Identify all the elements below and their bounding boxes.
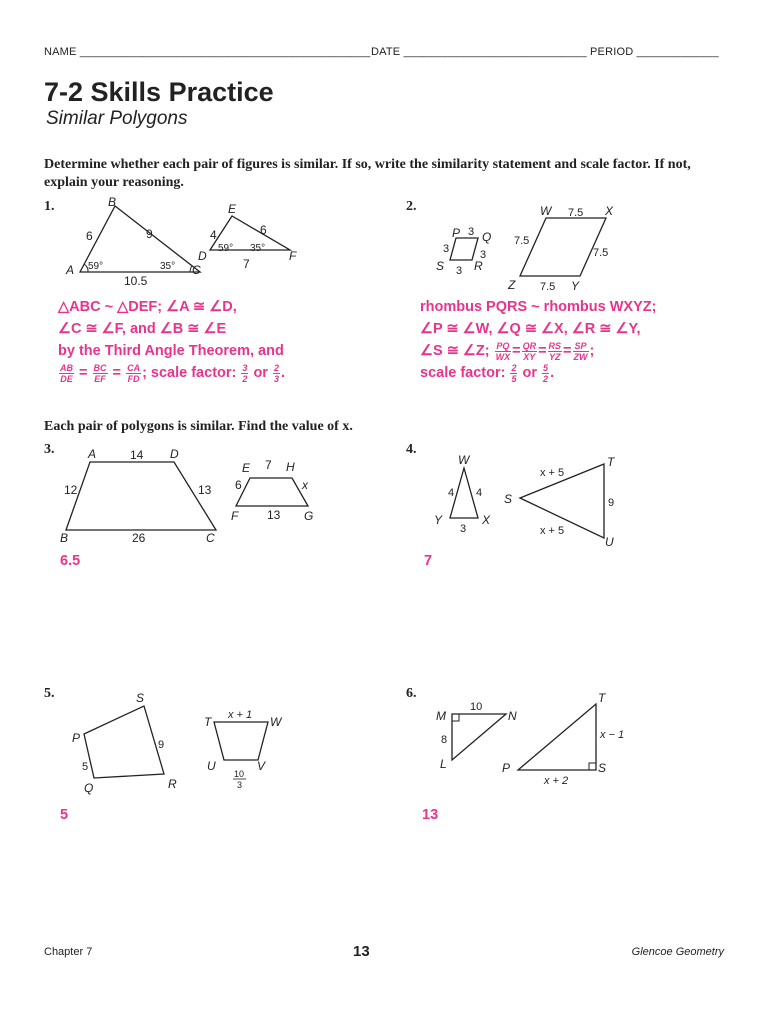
label-c: C xyxy=(206,531,215,545)
label-w: W xyxy=(458,453,470,467)
scale-factor-3-2: $\frac{3}{2}$ xyxy=(242,362,248,384)
instructions-find-x: Each pair of polygons is similar. Find the value of x. xyxy=(44,419,353,434)
problem-4-answer: 7 xyxy=(424,553,433,569)
side-zy: 7.5 xyxy=(540,281,556,293)
trapezoid-efgh xyxy=(236,478,308,506)
side-pq: 5 xyxy=(82,761,89,773)
label-n: N xyxy=(508,709,517,723)
label-d: D xyxy=(170,447,179,461)
fraction-bc-ef: $\frac{BC}{EF}$ xyxy=(93,362,107,384)
problem-1-number: 1. xyxy=(44,199,55,214)
side-ml: 8 xyxy=(441,734,448,746)
side-wx: 4 xyxy=(476,487,483,499)
p1-answer-line4: $\frac{AB}{DE}$ = $\frac{BC}{EF}$ = $\frac{CA}{FD}$ ; scale factor: $\frac{3}{2}$ or $\frac{2}{3}$ . xyxy=(60,362,286,384)
side-xy: 7.5 xyxy=(593,247,609,259)
quadrilateral-tuvw xyxy=(214,722,268,760)
date-field xyxy=(371,46,587,58)
side-ab: 6 xyxy=(86,229,93,243)
scale-factor-5-2: $\frac{5}{2}$ xyxy=(543,362,549,384)
side-tw: x + 1 xyxy=(228,709,253,721)
problem-3-answer: 6.5 xyxy=(60,553,81,569)
problem-4-number: 4. xyxy=(406,442,417,457)
label-u: U xyxy=(207,759,216,773)
label-p: P xyxy=(452,226,461,240)
p2-answer-line1: rhombus PQRS ~ rhombus WXYZ; xyxy=(420,299,657,315)
side-ab: 12 xyxy=(64,483,78,497)
side-wy: 4 xyxy=(448,487,455,499)
problem-2-number: 2. xyxy=(406,199,417,214)
side-ps: x + 2 xyxy=(544,775,569,787)
side-wz: 7.5 xyxy=(514,235,530,247)
side-uv-numerator: 10 xyxy=(234,769,245,779)
side-eh: 7 xyxy=(265,458,272,472)
label-h: H xyxy=(286,460,295,474)
label-e: E xyxy=(228,202,237,216)
instructions-similarity: Determine whether each pair of figures is similar. If so, write the similarity statement and scale factor. If not, explain your reasoning. xyxy=(44,157,691,190)
p2-answer-line2: ∠P ≅ ∠W, ∠Q ≅ ∠X, ∠R ≅ ∠Y, xyxy=(420,321,641,337)
problem-2-figure xyxy=(430,200,630,294)
triangle-wyx xyxy=(450,468,478,518)
side-sp: 3 xyxy=(443,243,450,255)
label-b: B xyxy=(60,531,69,545)
side-qr: 3 xyxy=(480,249,487,261)
p1-answer-line3: by the Third Angle Theorem, and xyxy=(58,343,284,359)
fraction-pq-wx: $\frac{PQ}{WX}$ xyxy=(495,340,511,362)
label-a: A xyxy=(66,263,75,277)
label-c: C xyxy=(192,263,201,277)
problem-5-figure xyxy=(64,688,304,798)
page-subtitle: Similar Polygons xyxy=(46,108,188,129)
label-f: F xyxy=(231,509,239,523)
label-a: A xyxy=(88,447,97,461)
triangle-mnl xyxy=(452,714,506,760)
quadrilateral-pqrs xyxy=(84,706,164,778)
problem-6-figure xyxy=(428,688,638,788)
footer-chapter: Chapter 7 xyxy=(44,946,93,958)
label-w: W xyxy=(270,715,282,729)
problem-1-answer xyxy=(58,296,388,384)
label-z: Z xyxy=(508,278,516,292)
angle-d-value: 59° xyxy=(218,243,234,254)
rhombus-pqrs xyxy=(450,238,478,260)
label-s: S xyxy=(136,691,145,705)
p1-answer-line1: △ABC ~ △DEF; ∠A ≅ ∠D, xyxy=(58,299,237,315)
angle-f-value: 35° xyxy=(250,243,266,254)
label-s: S xyxy=(504,492,513,506)
page-number: 13 xyxy=(353,943,370,960)
angle-a-value: 59° xyxy=(88,261,104,272)
label-t: T xyxy=(607,455,615,469)
label-m: M xyxy=(436,709,446,723)
label-x: X xyxy=(605,204,614,218)
fraction-rs-yz: $\frac{RS}{YZ}$ xyxy=(548,340,562,362)
label-u: U xyxy=(605,535,614,549)
scale-factor-2-3: $\frac{2}{3}$ xyxy=(273,362,279,384)
label-p: P xyxy=(72,731,81,745)
name-label: NAME xyxy=(44,46,77,58)
footer-publisher: Glencoe Geometry xyxy=(631,946,724,958)
side-bc: 9 xyxy=(146,227,153,241)
problem-5-number: 5. xyxy=(44,686,55,701)
p2-answer-line4: scale factor: $\frac{2}{5}$ or $\frac{5}{2}$ . xyxy=(420,362,555,384)
name-line: ______________________________________________ xyxy=(79,46,371,58)
problem-6-number: 6. xyxy=(406,686,417,701)
label-q: Q xyxy=(84,781,94,795)
label-v: V xyxy=(257,759,266,773)
side-ac: 10.5 xyxy=(124,274,148,288)
label-t: T xyxy=(204,715,212,729)
side-sr: 3 xyxy=(456,265,463,277)
scale-factor-2-5: $\frac{2}{5}$ xyxy=(511,362,517,384)
page-title: 7-2 Skills Practice xyxy=(44,77,274,107)
label-f: F xyxy=(289,249,297,263)
side-wx: 7.5 xyxy=(568,207,584,219)
side-uv-denominator: 3 xyxy=(237,780,243,790)
trapezoid-abcd xyxy=(66,462,216,530)
side-sr: 9 xyxy=(158,739,165,751)
label-b: B xyxy=(108,195,117,209)
label-r: R xyxy=(474,259,483,273)
side-dc: 13 xyxy=(198,483,212,497)
label-p: P xyxy=(502,761,511,775)
period-label: PERIOD xyxy=(590,46,634,58)
name-field xyxy=(44,46,370,58)
date-label: DATE xyxy=(371,46,401,58)
problem-3-figure xyxy=(56,444,326,546)
side-st: x + 5 xyxy=(540,467,565,479)
p2-answer-line3: ∠S ≅ ∠Z; $\frac{PQ}{WX}$ = $\frac{QR}{XY}$ = $\frac{RS}{YZ}$ = $\frac{SP}{ZW}$ ; xyxy=(420,340,595,362)
side-pq: 3 xyxy=(468,226,475,238)
label-s: S xyxy=(436,259,445,273)
label-w: W xyxy=(540,204,552,218)
problem-1-figure xyxy=(60,194,310,288)
side-su: x + 5 xyxy=(540,525,565,537)
side-ef: 6 xyxy=(260,223,267,237)
problem-2-answer xyxy=(420,296,750,384)
side-bc: 26 xyxy=(132,531,146,545)
label-y: Y xyxy=(571,279,580,293)
side-ef: 6 xyxy=(235,478,242,492)
side-ad: 14 xyxy=(130,448,144,462)
angle-c-value: 35° xyxy=(160,261,176,272)
date-line: _____________________________ xyxy=(403,46,587,58)
label-q: Q xyxy=(482,230,492,244)
side-tu: 9 xyxy=(608,497,615,509)
label-s: S xyxy=(598,761,607,775)
problem-6-answer: 13 xyxy=(422,807,439,823)
problem-4-figure xyxy=(428,452,628,549)
period-field xyxy=(590,46,719,58)
fraction-qr-xy: $\frac{QR}{XY}$ xyxy=(522,340,537,362)
label-t: T xyxy=(598,691,606,705)
label-e: E xyxy=(242,461,251,475)
label-r: R xyxy=(168,777,177,791)
problem-3-number: 3. xyxy=(44,442,55,457)
label-x: X xyxy=(482,513,491,527)
label-y: Y xyxy=(434,513,443,527)
side-mn: 10 xyxy=(470,701,483,713)
side-de: 4 xyxy=(210,228,217,242)
label-g: G xyxy=(304,509,314,523)
side-hg: x xyxy=(302,478,308,492)
side-yx: 3 xyxy=(460,523,467,535)
p1-answer-line2: ∠C ≅ ∠F, and ∠B ≅ ∠E xyxy=(58,321,227,337)
side-df: 7 xyxy=(243,257,250,271)
fraction-sp-zw: $\frac{SP}{ZW}$ xyxy=(573,340,588,362)
fraction-ca-fd: $\frac{CA}{FD}$ xyxy=(127,362,141,384)
label-l: L xyxy=(440,757,447,771)
side-fg: 13 xyxy=(267,508,281,522)
problem-5-answer: 5 xyxy=(60,807,69,823)
fraction-ab-de: $\frac{AB}{DE}$ xyxy=(60,362,73,384)
period-line: _____________ xyxy=(636,46,719,58)
label-d: D xyxy=(198,249,207,263)
triangle-pts xyxy=(518,704,596,770)
side-ts: x − 1 xyxy=(600,729,625,741)
